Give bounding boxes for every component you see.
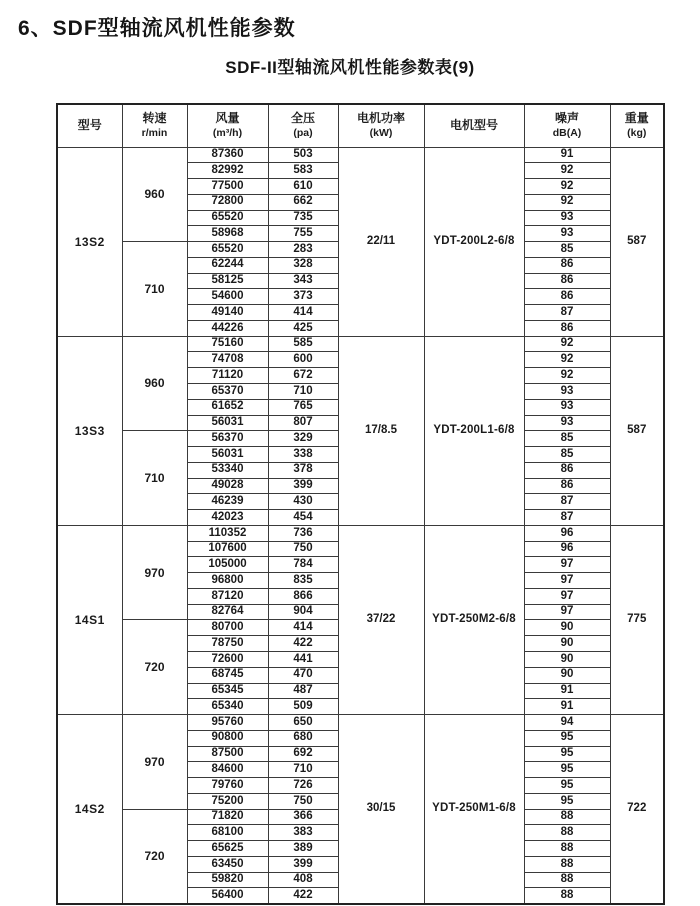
- air-volume-cell: 65345: [187, 683, 268, 699]
- air-volume-cell: 53340: [187, 462, 268, 478]
- air-volume-cell: 95760: [187, 715, 268, 731]
- air-volume-cell: 42023: [187, 510, 268, 526]
- noise-cell: 93: [524, 210, 610, 226]
- total-pressure-cell: 366: [268, 809, 338, 825]
- total-pressure-cell: 470: [268, 667, 338, 683]
- column-header-motor_power: 电机功率 (kW): [338, 104, 424, 147]
- total-pressure-cell: 283: [268, 242, 338, 258]
- air-volume-cell: 84600: [187, 762, 268, 778]
- air-volume-cell: 75200: [187, 793, 268, 809]
- noise-cell: 86: [524, 257, 610, 273]
- motor-power-cell: 17/8.5: [338, 336, 424, 525]
- noise-cell: 85: [524, 447, 610, 463]
- air-volume-cell: 107600: [187, 541, 268, 557]
- air-volume-cell: 65370: [187, 383, 268, 399]
- total-pressure-cell: 399: [268, 478, 338, 494]
- total-pressure-cell: 600: [268, 352, 338, 368]
- air-volume-cell: 90800: [187, 730, 268, 746]
- noise-cell: 88: [524, 809, 610, 825]
- noise-cell: 92: [524, 163, 610, 179]
- total-pressure-cell: 408: [268, 872, 338, 888]
- noise-cell: 95: [524, 793, 610, 809]
- air-volume-cell: 72800: [187, 194, 268, 210]
- table-row: [57, 715, 664, 731]
- noise-cell: 91: [524, 683, 610, 699]
- noise-cell: 93: [524, 415, 610, 431]
- column-header-model: 型号: [57, 104, 122, 147]
- noise-cell: 94: [524, 715, 610, 731]
- motor-model-cell: YDT-200L1-6/8: [424, 336, 524, 525]
- noise-cell: 97: [524, 588, 610, 604]
- table-row: [57, 147, 664, 163]
- weight-cell: 587: [610, 336, 664, 525]
- noise-cell: 87: [524, 494, 610, 510]
- total-pressure-cell: 680: [268, 730, 338, 746]
- noise-cell: 88: [524, 856, 610, 872]
- noise-cell: 85: [524, 242, 610, 258]
- air-volume-cell: 65520: [187, 242, 268, 258]
- noise-cell: 95: [524, 778, 610, 794]
- total-pressure-cell: 735: [268, 210, 338, 226]
- noise-cell: 86: [524, 289, 610, 305]
- noise-cell: 92: [524, 352, 610, 368]
- air-volume-cell: 46239: [187, 494, 268, 510]
- total-pressure-cell: 430: [268, 494, 338, 510]
- total-pressure-cell: 755: [268, 226, 338, 242]
- total-pressure-cell: 338: [268, 447, 338, 463]
- air-volume-cell: 78750: [187, 636, 268, 652]
- air-volume-cell: 110352: [187, 525, 268, 541]
- noise-cell: 97: [524, 604, 610, 620]
- speed-cell: 960: [122, 147, 187, 242]
- speed-cell: 970: [122, 715, 187, 810]
- model-cell: 13S3: [57, 336, 122, 525]
- total-pressure-cell: 414: [268, 620, 338, 636]
- noise-cell: 86: [524, 320, 610, 336]
- motor-power-cell: 22/11: [338, 147, 424, 336]
- total-pressure-cell: 378: [268, 462, 338, 478]
- air-volume-cell: 82764: [187, 604, 268, 620]
- noise-cell: 91: [524, 147, 610, 163]
- noise-cell: 88: [524, 825, 610, 841]
- model-cell: 14S2: [57, 715, 122, 904]
- total-pressure-cell: 835: [268, 573, 338, 589]
- noise-cell: 93: [524, 226, 610, 242]
- noise-cell: 88: [524, 872, 610, 888]
- noise-cell: 88: [524, 841, 610, 857]
- noise-cell: 90: [524, 667, 610, 683]
- noise-cell: 95: [524, 762, 610, 778]
- noise-cell: 87: [524, 510, 610, 526]
- table-caption: SDF-II型轴流风机性能参数表(9): [225, 58, 475, 77]
- motor-model-cell: YDT-250M2-6/8: [424, 525, 524, 714]
- total-pressure-cell: 425: [268, 320, 338, 336]
- noise-cell: 97: [524, 557, 610, 573]
- air-volume-cell: 72600: [187, 652, 268, 668]
- total-pressure-cell: 441: [268, 652, 338, 668]
- noise-cell: 86: [524, 273, 610, 289]
- total-pressure-cell: 750: [268, 793, 338, 809]
- total-pressure-cell: 373: [268, 289, 338, 305]
- total-pressure-cell: 383: [268, 825, 338, 841]
- motor-model-cell: YDT-200L2-6/8: [424, 147, 524, 336]
- weight-cell: 587: [610, 147, 664, 336]
- speed-cell: 710: [122, 242, 187, 337]
- total-pressure-cell: 503: [268, 147, 338, 163]
- motor-power-cell: 37/22: [338, 525, 424, 714]
- noise-cell: 90: [524, 652, 610, 668]
- noise-cell: 92: [524, 179, 610, 195]
- air-volume-cell: 54600: [187, 289, 268, 305]
- air-volume-cell: 105000: [187, 557, 268, 573]
- total-pressure-cell: 904: [268, 604, 338, 620]
- column-header-air_volume: 风量 (m³/h): [187, 104, 268, 147]
- motor-model-cell: YDT-250M1-6/8: [424, 715, 524, 904]
- table-row: [57, 336, 664, 352]
- air-volume-cell: 61652: [187, 399, 268, 415]
- total-pressure-cell: 583: [268, 163, 338, 179]
- total-pressure-cell: 710: [268, 383, 338, 399]
- noise-cell: 95: [524, 746, 610, 762]
- total-pressure-cell: 807: [268, 415, 338, 431]
- column-header-weight: 重量 (kg): [610, 104, 664, 147]
- noise-cell: 96: [524, 525, 610, 541]
- air-volume-cell: 56400: [187, 888, 268, 904]
- total-pressure-cell: 610: [268, 179, 338, 195]
- air-volume-cell: 87120: [187, 588, 268, 604]
- total-pressure-cell: 329: [268, 431, 338, 447]
- total-pressure-cell: 650: [268, 715, 338, 731]
- speed-cell: 960: [122, 336, 187, 431]
- air-volume-cell: 65625: [187, 841, 268, 857]
- total-pressure-cell: 389: [268, 841, 338, 857]
- air-volume-cell: 68745: [187, 667, 268, 683]
- noise-cell: 97: [524, 573, 610, 589]
- noise-cell: 85: [524, 431, 610, 447]
- air-volume-cell: 87500: [187, 746, 268, 762]
- air-volume-cell: 58968: [187, 226, 268, 242]
- air-volume-cell: 58125: [187, 273, 268, 289]
- speed-cell: 970: [122, 525, 187, 620]
- air-volume-cell: 80700: [187, 620, 268, 636]
- total-pressure-cell: 399: [268, 856, 338, 872]
- speed-cell: 720: [122, 620, 187, 715]
- noise-cell: 90: [524, 636, 610, 652]
- performance-table: [56, 103, 665, 905]
- noise-cell: 93: [524, 399, 610, 415]
- total-pressure-cell: 662: [268, 194, 338, 210]
- noise-cell: 90: [524, 620, 610, 636]
- total-pressure-cell: 509: [268, 699, 338, 715]
- total-pressure-cell: 422: [268, 888, 338, 904]
- air-volume-cell: 65520: [187, 210, 268, 226]
- total-pressure-cell: 422: [268, 636, 338, 652]
- total-pressure-cell: 750: [268, 541, 338, 557]
- noise-cell: 95: [524, 730, 610, 746]
- model-cell: 13S2: [57, 147, 122, 336]
- noise-cell: 92: [524, 336, 610, 352]
- air-volume-cell: 82992: [187, 163, 268, 179]
- air-volume-cell: 56031: [187, 447, 268, 463]
- air-volume-cell: 65340: [187, 699, 268, 715]
- column-header-noise: 噪声 dB(A): [524, 104, 610, 147]
- table-header: [57, 104, 664, 147]
- weight-cell: 775: [610, 525, 664, 714]
- total-pressure-cell: 692: [268, 746, 338, 762]
- air-volume-cell: 44226: [187, 320, 268, 336]
- air-volume-cell: 56031: [187, 415, 268, 431]
- total-pressure-cell: 487: [268, 683, 338, 699]
- model-cell: 14S1: [57, 525, 122, 714]
- air-volume-cell: 49028: [187, 478, 268, 494]
- total-pressure-cell: 414: [268, 305, 338, 321]
- noise-cell: 86: [524, 478, 610, 494]
- noise-cell: 88: [524, 888, 610, 904]
- noise-cell: 87: [524, 305, 610, 321]
- table-row: [57, 525, 664, 541]
- table-body: [57, 147, 664, 904]
- air-volume-cell: 96800: [187, 573, 268, 589]
- total-pressure-cell: 866: [268, 588, 338, 604]
- air-volume-cell: 71820: [187, 809, 268, 825]
- air-volume-cell: 56370: [187, 431, 268, 447]
- noise-cell: 91: [524, 699, 610, 715]
- air-volume-cell: 71120: [187, 368, 268, 384]
- air-volume-cell: 59820: [187, 872, 268, 888]
- noise-cell: 86: [524, 462, 610, 478]
- motor-power-cell: 30/15: [338, 715, 424, 904]
- speed-cell: 720: [122, 809, 187, 904]
- page-title: 6、SDF型轴流风机性能参数: [18, 17, 296, 40]
- air-volume-cell: 49140: [187, 305, 268, 321]
- noise-cell: 92: [524, 368, 610, 384]
- noise-cell: 92: [524, 194, 610, 210]
- air-volume-cell: 77500: [187, 179, 268, 195]
- air-volume-cell: 75160: [187, 336, 268, 352]
- total-pressure-cell: 343: [268, 273, 338, 289]
- total-pressure-cell: 726: [268, 778, 338, 794]
- speed-cell: 710: [122, 431, 187, 526]
- column-header-speed: 转速 r/min: [122, 104, 187, 147]
- air-volume-cell: 79760: [187, 778, 268, 794]
- noise-cell: 93: [524, 383, 610, 399]
- total-pressure-cell: 585: [268, 336, 338, 352]
- total-pressure-cell: 710: [268, 762, 338, 778]
- air-volume-cell: 87360: [187, 147, 268, 163]
- total-pressure-cell: 784: [268, 557, 338, 573]
- noise-cell: 96: [524, 541, 610, 557]
- total-pressure-cell: 736: [268, 525, 338, 541]
- air-volume-cell: 74708: [187, 352, 268, 368]
- total-pressure-cell: 328: [268, 257, 338, 273]
- total-pressure-cell: 672: [268, 368, 338, 384]
- total-pressure-cell: 765: [268, 399, 338, 415]
- total-pressure-cell: 454: [268, 510, 338, 526]
- column-header-motor_model: 电机型号: [424, 104, 524, 147]
- air-volume-cell: 63450: [187, 856, 268, 872]
- weight-cell: 722: [610, 715, 664, 904]
- air-volume-cell: 62244: [187, 257, 268, 273]
- air-volume-cell: 68100: [187, 825, 268, 841]
- column-header-total_pressure: 全压 (pa): [268, 104, 338, 147]
